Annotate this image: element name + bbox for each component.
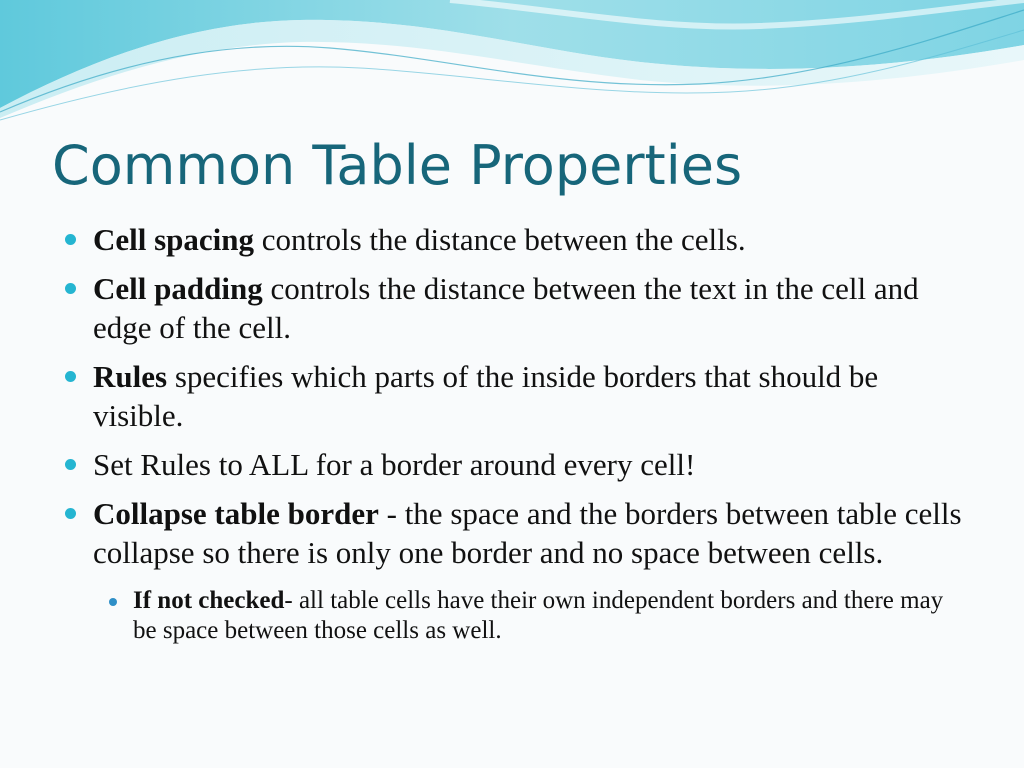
bullet-item (62, 269, 962, 347)
sub-bullet-dot-icon (109, 598, 117, 606)
bullet-text: controls the distance between the text in the cell and edge of the cell. (93, 271, 919, 345)
bullet-item (62, 220, 962, 259)
slide-title: Common Table Properties (52, 134, 743, 197)
bullet-dot-icon (65, 459, 76, 470)
bullet-text: - the space and the borders between table cells collapse so there is only one border and no space between cells. (93, 496, 962, 570)
bullet-dot-icon (65, 508, 76, 519)
sub-bullet-list (93, 586, 962, 646)
bullet-item (62, 445, 962, 484)
sub-bullet-text: - all table cells have their own independent borders and there may be space between those cells as well. (133, 587, 944, 644)
bullet-item (62, 357, 962, 435)
header-wave-decoration (0, 0, 1024, 130)
bullet-term: Rules (93, 359, 168, 394)
bullet-text: specifies which parts of the inside borders that should be visible. (93, 359, 879, 433)
bullet-dot-icon (65, 371, 76, 382)
bullet-text: controls the distance between the cells. (254, 222, 746, 257)
bullet-text: Set Rules to ALL for a border around every cell! (93, 447, 696, 482)
sub-bullet-item (62, 586, 962, 646)
bullet-dot-icon (65, 234, 76, 245)
bullet-term: Cell spacing (93, 222, 255, 257)
bullet-term: Collapse table border (93, 496, 379, 531)
bullet-list (62, 220, 962, 656)
sub-bullet-term: If not checked (133, 587, 285, 614)
bullet-item (62, 494, 962, 646)
bullet-term: Cell padding (93, 271, 263, 306)
bullet-dot-icon (65, 283, 76, 294)
